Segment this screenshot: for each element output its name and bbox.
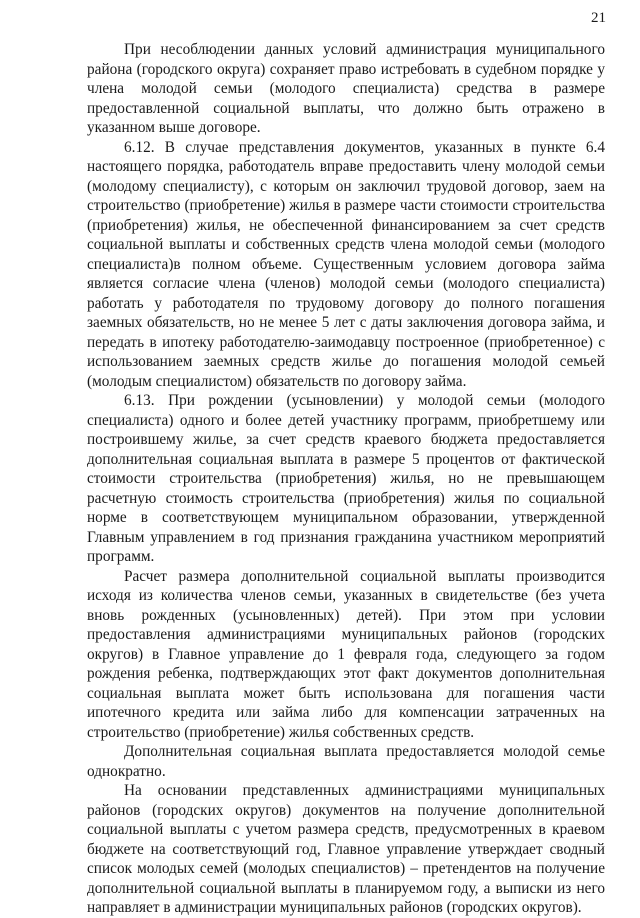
page-number: 21: [591, 10, 606, 26]
paragraph-calculation: Расчет размера дополнительной социальной выплаты производится исходя из количества членов семьи, указанных в свидетельстве (без учета вновь рожденных (усыновленных) детей). При этом при условии предоставления администрациями муниципальных районов (городских округов) в Главное управление до 1 февраля года, следующего за годом рождения ребенка, подтверждающих этот факт документов дополнительная социальная выплата может быть использована для погашения части ипотечного кредита или займа либо для компенсации затраченных на строительство (приобретение) жилья собственных средств.: [87, 567, 605, 741]
paragraph-6-13: 6.13. При рождении (усыновлении) у молодой семьи (молодого специалиста) одного и более детей участнику программ, приобретшему или построившему жилье, за счет средств краевого бюджета предоставляется дополнительная социальная выплата в размере 5 процентов от фактической стоимости строительства (приобретения) жилья, но не превышающем расчетную стоимость строительства (приобретения) жилья по социальной норме в соответствующем муниципальном образовании, утвержденной Главным управлением в год признания гражданина участником мероприятий программ.: [87, 392, 605, 565]
document-body: [87, 40, 605, 918]
paragraph-one-time: Дополнительная социальная выплата предоставляется молодой семье однократно.: [87, 743, 605, 780]
paragraph-6-12: 6.12. В случае представления документов, указанных в пункте 6.4 настоящего порядка, работодатель вправе предоставить члену молодой семьи (молодому специалисту), с которым он заключил трудовой договор, заем на строительство (приобретение) жилья в размере части стоимости строительства (приобретения) жилья, не обеспеченной финансированием за счет средств социальной выплаты и собственных средств члена молодой семьи (молодого специалиста)в полном объеме. Существенным условием договора займа является согласие члена (членов) молодой семьи (молодого специалиста) работать у работодателя по трудовому договору до полного погашения заемных обязательств, но не менее 5 лет с даты заключения договора займа, и передать в ипотеку работодателю-заимодавцу построенное (приобретенное) с использованием заемных средств жилье до погашения молодой семьей (молодым специалистом) обязательств по договору займа.: [87, 138, 605, 390]
paragraph-conditions-violation: При несоблюдении данных условий администрация муниципального района (городского округа) сохраняет право истребовать в судебном порядке у члена молодой семьи (молодого специалиста) средства в размере предоставленной социальной выплаты, что должно быть отражено в указанном выше договоре.: [87, 41, 605, 136]
paragraph-consolidated-list: На основании представленных администрациями муниципальных районов (городских округов) документов на получение дополнительной социальной выплаты с учетом размера средств, предусмотренных в краевом бюджете на соответствующий год, Главное управление утверждает сводный список молодых семей (молодых специалистов) – претендентов на получение дополнительной социальной выплаты в планируемом году, а выписки из него направляет в администрации муниципальных районов (городских округов).: [87, 782, 605, 916]
